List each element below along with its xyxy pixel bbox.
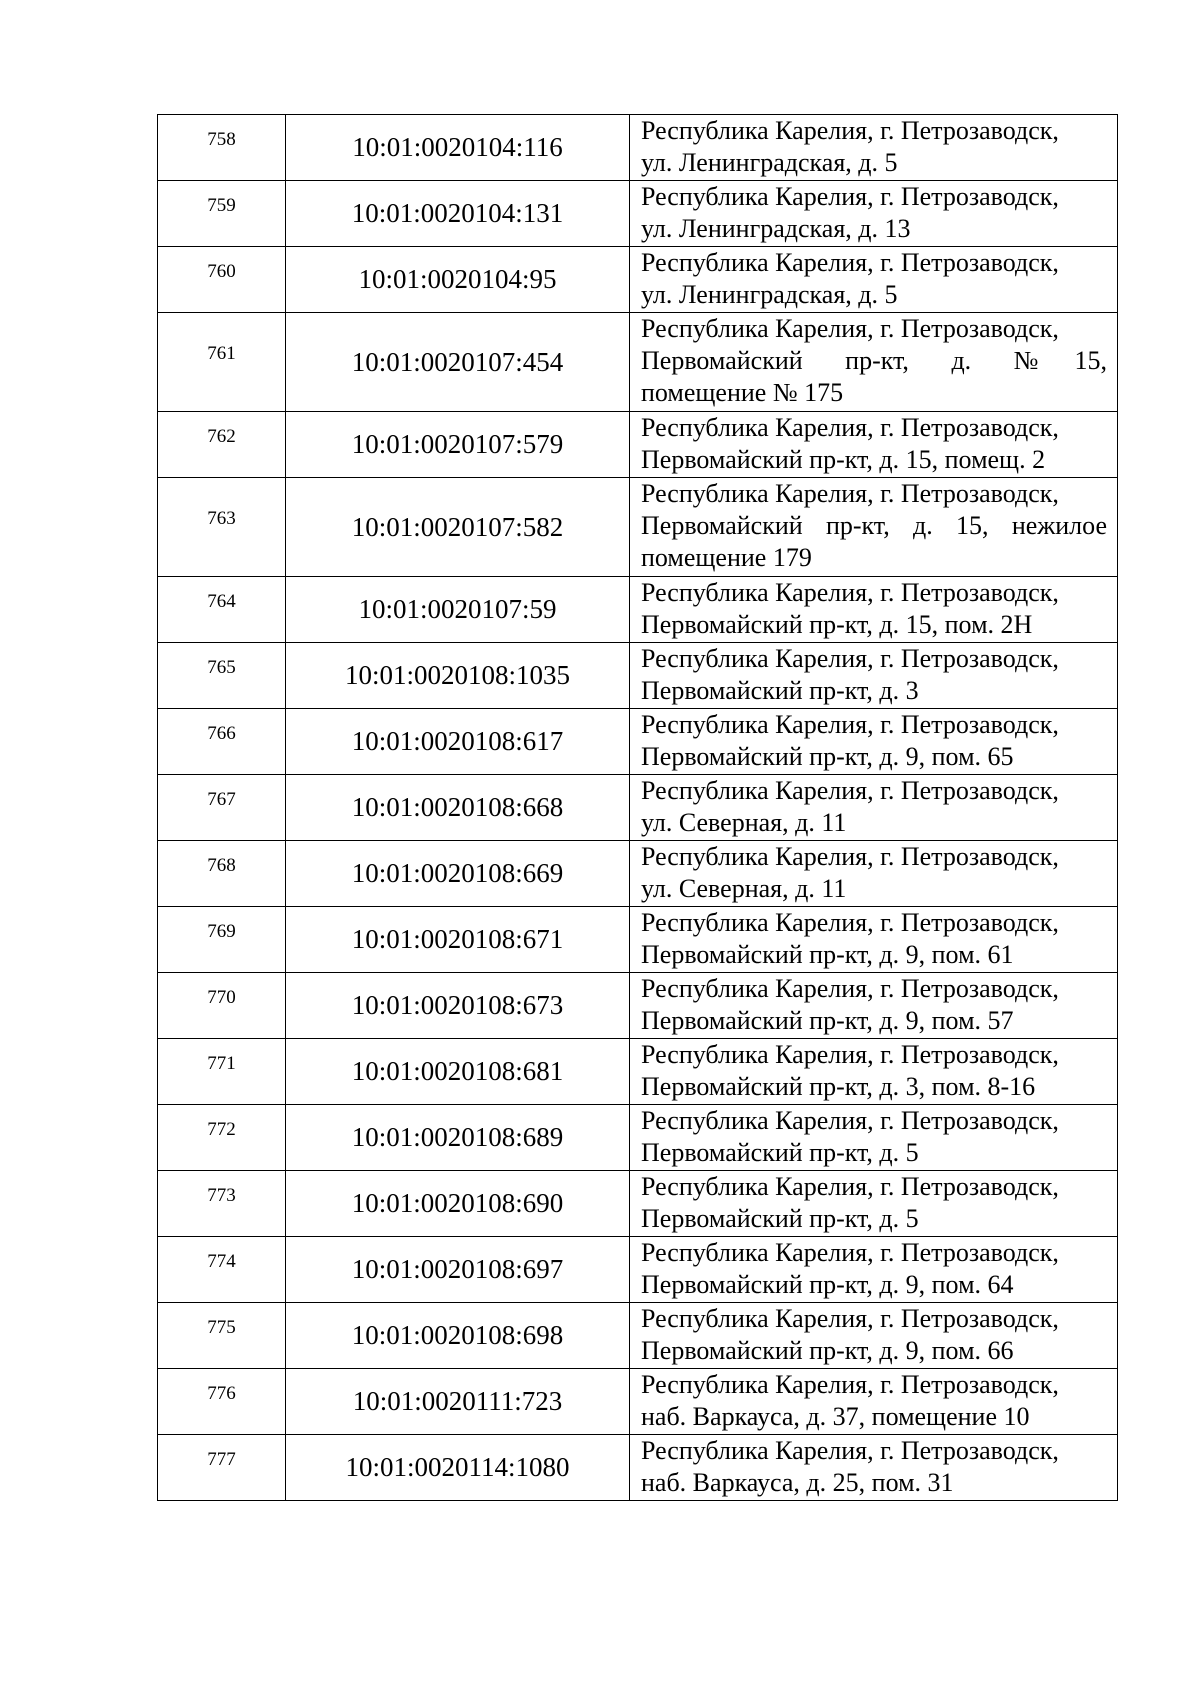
address-cell <box>630 709 1118 775</box>
address-line: Первомайский пр-кт, д. 15, нежилое <box>641 511 1107 540</box>
row-number: 759 <box>207 194 236 216</box>
row-number: 773 <box>207 1184 236 1206</box>
row-number-cell <box>158 1369 286 1435</box>
address-line: наб. Варкауса, д. 37, помещение 10 <box>641 1402 1030 1431</box>
row-number-cell <box>158 181 286 247</box>
address-line: Первомайский пр-кт, д. 15, помещ. 2 <box>641 445 1046 474</box>
address-cell <box>630 1105 1118 1171</box>
address-line: Республика Карелия, г. Петрозаводск, <box>641 1172 1059 1201</box>
address-line: Республика Карелия, г. Петрозаводск, <box>641 1304 1059 1333</box>
address-line: ул. Ленинградская, д. 5 <box>641 148 898 177</box>
cadastral-number: 10:01:0020104:116 <box>286 115 630 181</box>
row-number-cell <box>158 973 286 1039</box>
address-line: Республика Карелия, г. Петрозаводск, <box>641 1238 1059 1267</box>
row-number: 770 <box>207 986 236 1008</box>
address-cell <box>630 313 1118 412</box>
address-line: Республика Карелия, г. Петрозаводск, <box>641 1106 1059 1135</box>
address-cell <box>630 841 1118 907</box>
table-row <box>158 1435 1118 1501</box>
cadastral-number: 10:01:0020108:689 <box>286 1105 630 1171</box>
row-number-cell <box>158 577 286 643</box>
address-cell <box>630 973 1118 1039</box>
address-line: Республика Карелия, г. Петрозаводск, <box>641 248 1059 277</box>
cadastral-number: 10:01:0020108:681 <box>286 1039 630 1105</box>
row-number-cell <box>158 247 286 313</box>
table-row <box>158 577 1118 643</box>
table-row <box>158 1039 1118 1105</box>
address-line: Республика Карелия, г. Петрозаводск, <box>641 1436 1059 1465</box>
row-number: 772 <box>207 1118 236 1140</box>
cadastral-number: 10:01:0020107:454 <box>286 313 630 412</box>
address-line: Республика Карелия, г. Петрозаводск, <box>641 776 1059 805</box>
address-line: Первомайский пр-кт, д. 9, пом. 57 <box>641 1006 1014 1035</box>
cadastral-number: 10:01:0020107:582 <box>286 478 630 577</box>
address-line: Республика Карелия, г. Петрозаводск, <box>641 842 1059 871</box>
cadastral-number: 10:01:0020111:723 <box>286 1369 630 1435</box>
row-number: 767 <box>207 788 236 810</box>
row-number: 762 <box>207 425 236 447</box>
table-row <box>158 1105 1118 1171</box>
address-line: Республика Карелия, г. Петрозаводск, <box>641 314 1059 343</box>
address-line: Республика Карелия, г. Петрозаводск, <box>641 974 1059 1003</box>
row-number: 769 <box>207 920 236 942</box>
address-cell <box>630 478 1118 577</box>
table-row <box>158 1237 1118 1303</box>
cadastral-number: 10:01:0020114:1080 <box>286 1435 630 1501</box>
cadastral-number: 10:01:0020104:95 <box>286 247 630 313</box>
address-cell <box>630 643 1118 709</box>
address-line: Первомайский пр-кт, д. 5 <box>641 1204 919 1233</box>
table-row <box>158 973 1118 1039</box>
row-number: 758 <box>207 128 236 150</box>
row-number-cell <box>158 115 286 181</box>
address-line: Республика Карелия, г. Петрозаводск, <box>641 1040 1059 1069</box>
row-number-cell <box>158 1435 286 1501</box>
cadastral-number: 10:01:0020104:131 <box>286 181 630 247</box>
address-cell <box>630 1171 1118 1237</box>
address-cell <box>630 1039 1118 1105</box>
row-number: 760 <box>207 260 236 282</box>
table-row <box>158 841 1118 907</box>
row-number-cell <box>158 709 286 775</box>
address-line: Первомайский пр-кт, д. №15, <box>641 346 1107 375</box>
address-line: Первомайский пр-кт, д. 9, пом. 65 <box>641 742 1014 771</box>
cadastral-number: 10:01:0020108:671 <box>286 907 630 973</box>
row-number: 775 <box>207 1316 236 1338</box>
table-row <box>158 313 1118 412</box>
address-line: Республика Карелия, г. Петрозаводск, <box>641 578 1059 607</box>
table-row <box>158 181 1118 247</box>
address-cell <box>630 412 1118 478</box>
row-number-cell <box>158 412 286 478</box>
address-line: Республика Карелия, г. Петрозаводск, <box>641 116 1059 145</box>
address-cell <box>630 1435 1118 1501</box>
table-row <box>158 643 1118 709</box>
address-line: Республика Карелия, г. Петрозаводск, <box>641 413 1059 442</box>
address-line: Первомайский пр-кт, д. 15, пом. 2Н <box>641 610 1033 639</box>
address-line: Первомайский пр-кт, д. 9, пом. 64 <box>641 1270 1014 1299</box>
address-line: ул. Северная, д. 11 <box>641 808 847 837</box>
cadastral-number: 10:01:0020108:690 <box>286 1171 630 1237</box>
address-cell <box>630 181 1118 247</box>
cadastral-number: 10:01:0020108:617 <box>286 709 630 775</box>
address-line: ул. Ленинградская, д. 5 <box>641 280 898 309</box>
row-number-cell <box>158 1171 286 1237</box>
address-line: Республика Карелия, г. Петрозаводск, <box>641 182 1059 211</box>
row-number: 768 <box>207 854 236 876</box>
address-line: Республика Карелия, г. Петрозаводск, <box>641 710 1059 739</box>
row-number-cell <box>158 1303 286 1369</box>
address-cell <box>630 247 1118 313</box>
cadastral-number: 10:01:0020108:698 <box>286 1303 630 1369</box>
address-line: Первомайский пр-кт, д. 3, пом. 8-16 <box>641 1072 1036 1101</box>
address-line: помещение № 175 <box>641 378 844 407</box>
cadastral-number: 10:01:0020108:668 <box>286 775 630 841</box>
row-number-cell <box>158 841 286 907</box>
row-number: 763 <box>207 508 236 529</box>
row-number: 776 <box>207 1382 236 1404</box>
address-line: ул. Северная, д. 11 <box>641 874 847 903</box>
row-number-cell <box>158 313 286 412</box>
address-line: наб. Варкауса, д. 25, пом. 31 <box>641 1468 954 1497</box>
row-number-cell <box>158 907 286 973</box>
address-line: Первомайский пр-кт, д. 5 <box>641 1138 919 1167</box>
cadastral-number: 10:01:0020108:1035 <box>286 643 630 709</box>
address-cell <box>630 115 1118 181</box>
table-row <box>158 247 1118 313</box>
address-line: Республика Карелия, г. Петрозаводск, <box>641 644 1059 673</box>
row-number-cell <box>158 643 286 709</box>
row-number-cell <box>158 1105 286 1171</box>
cadastral-number: 10:01:0020108:673 <box>286 973 630 1039</box>
row-number: 764 <box>207 590 236 612</box>
address-cell <box>630 577 1118 643</box>
address-cell <box>630 1369 1118 1435</box>
row-number: 765 <box>207 656 236 678</box>
row-number-cell <box>158 1039 286 1105</box>
address-line: Республика Карелия, г. Петрозаводск, <box>641 908 1059 937</box>
table-row <box>158 1171 1118 1237</box>
address-line: Первомайский пр-кт, д. 9, пом. 66 <box>641 1336 1014 1365</box>
table-row <box>158 1303 1118 1369</box>
address-line: Первомайский пр-кт, д. 9, пом. 61 <box>641 940 1014 969</box>
table-row <box>158 907 1118 973</box>
row-number: 774 <box>207 1250 236 1272</box>
registry-table <box>157 114 1118 1501</box>
table-row <box>158 115 1118 181</box>
cadastral-number: 10:01:0020108:669 <box>286 841 630 907</box>
address-cell <box>630 1303 1118 1369</box>
cadastral-number: 10:01:0020108:697 <box>286 1237 630 1303</box>
row-number-cell <box>158 1237 286 1303</box>
address-line: Республика Карелия, г. Петрозаводск, <box>641 479 1059 508</box>
row-number-cell <box>158 478 286 577</box>
row-number: 777 <box>207 1448 236 1470</box>
address-cell <box>630 1237 1118 1303</box>
row-number: 771 <box>207 1052 236 1074</box>
table-row <box>158 1369 1118 1435</box>
address-line: Первомайский пр-кт, д. 3 <box>641 676 919 705</box>
cadastral-number: 10:01:0020107:579 <box>286 412 630 478</box>
cadastral-number: 10:01:0020107:59 <box>286 577 630 643</box>
address-cell <box>630 775 1118 841</box>
row-number: 766 <box>207 722 236 744</box>
row-number-cell <box>158 775 286 841</box>
address-line: ул. Ленинградская, д. 13 <box>641 214 911 243</box>
address-line: Республика Карелия, г. Петрозаводск, <box>641 1370 1059 1399</box>
table-row <box>158 709 1118 775</box>
table-row <box>158 775 1118 841</box>
registry-table-body <box>158 115 1118 1501</box>
table-row <box>158 478 1118 577</box>
row-number: 761 <box>207 343 236 364</box>
address-cell <box>630 907 1118 973</box>
table-row <box>158 412 1118 478</box>
address-line: помещение 179 <box>641 543 812 572</box>
